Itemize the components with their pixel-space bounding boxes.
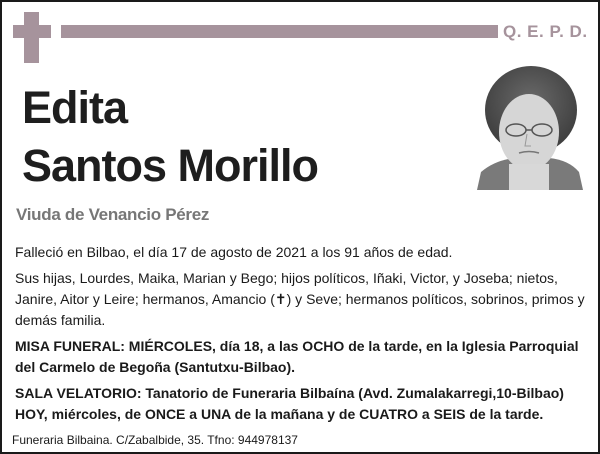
widow-subtitle: Viuda de Venancio Pérez xyxy=(16,205,210,224)
header-bar xyxy=(61,25,498,38)
family-list: Sus hijas, Lourdes, Maika, Marian y Bego; hijos políticos, Iñaki, Victor, y Joseba; nietos, Janire, Aitor y Leire; hermanos, Amancio (✝) y Seve; hermanos políticos, sobrinos, primos y demás familia. xyxy=(15,270,585,328)
cross-icon-horizontal xyxy=(13,25,51,38)
funeral-mass-info: MISA FUNERAL: MIÉRCOLES, día 18, a las OCHO de la tarde, en la Iglesia Parroquial del Carmelo de Begoña (Santutxu-Bilbao). xyxy=(15,338,579,375)
death-notice: Falleció en Bilbao, el día 17 de agosto de 2021 a los 91 años de edad. xyxy=(15,244,453,260)
portrait-icon xyxy=(475,60,583,190)
funeral-home-footer: Funeraria Bilbaina. C/Zabalbide, 35. Tfno: 944978137 xyxy=(12,433,298,447)
surnames: Santos Morillo xyxy=(22,140,319,191)
wake-room-info: SALA VELATORIO: Tanatorio de Funeraria Bilbaína (Avd. Zumalakarregi,10-Bilbao) HOY, miércoles, de ONCE a UNA de la mañana y de CUATRO a SEIS de la tarde. xyxy=(15,385,564,422)
first-name: Edita xyxy=(22,82,128,133)
qepd-label: Q. E. P. D. xyxy=(503,22,588,41)
portrait-photo xyxy=(475,60,583,190)
